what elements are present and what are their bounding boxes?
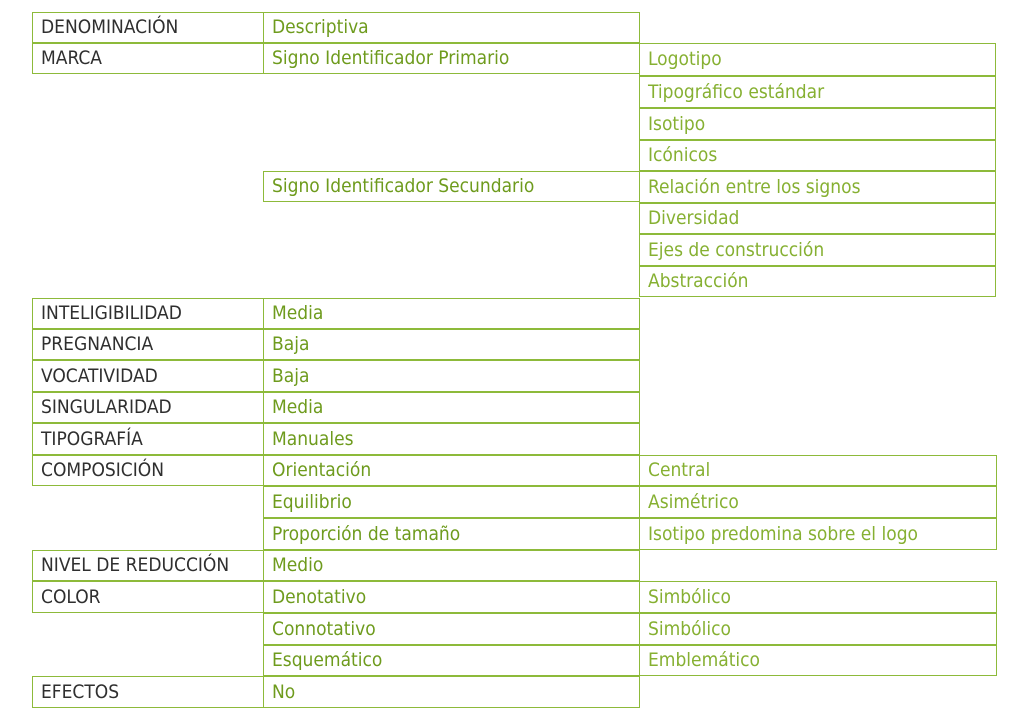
detail-abstraccion: Abstracción — [639, 266, 996, 297]
detail-relacion-entre-los-signos: Relación entre los signos — [639, 171, 996, 203]
detail-ejes-de-construccion: Ejes de construcción — [639, 234, 996, 266]
value-descriptiva: Descriptiva — [263, 12, 640, 43]
value-pregnancia: Baja — [263, 329, 640, 360]
value-nivel-de-reduccion: Medio — [263, 550, 640, 581]
value-vocatividad: Baja — [263, 360, 640, 392]
label-pregnancia: PREGNANCIA — [32, 329, 264, 360]
detail-central: Central — [639, 455, 997, 486]
label-inteligibilidad: INTELIGIBILIDAD — [32, 298, 264, 329]
detail-emblematico: Emblemático — [639, 645, 997, 676]
value-singularidad: Media — [263, 392, 640, 423]
value-tipografia: Manuales — [263, 423, 640, 455]
label-composicion: COMPOSICIÓN — [32, 455, 264, 486]
value-signo-identificador-secundario: Signo Identificador Secundario — [263, 171, 640, 202]
label-efectos: EFECTOS — [32, 676, 264, 708]
label-singularidad: SINGULARIDAD — [32, 392, 264, 423]
detail-tipografico-estandar: Tipográfico estándar — [639, 76, 996, 108]
detail-isotipo: Isotipo — [639, 108, 996, 140]
value-inteligibilidad: Media — [263, 298, 640, 329]
value-esquematico: Esquemático — [263, 645, 640, 676]
detail-iconicos: Icónicos — [639, 140, 996, 171]
label-denominacion: DENOMINACIÓN — [32, 12, 264, 43]
value-efectos: No — [263, 676, 640, 708]
detail-diversidad: Diversidad — [639, 203, 996, 234]
value-signo-identificador-primario: Signo Identificador Primario — [263, 43, 640, 74]
detail-isotipo-predomina: Isotipo predomina sobre el logo — [639, 518, 997, 550]
detail-logotipo: Logotipo — [639, 43, 996, 76]
detail-simbolico-2: Simbólico — [639, 613, 997, 645]
label-vocatividad: VOCATIVIDAD — [32, 360, 264, 392]
value-proporcion-de-tamano: Proporción de tamaño — [263, 518, 640, 550]
value-denotativo: Denotativo — [263, 581, 640, 613]
label-tipografia: TIPOGRAFÍA — [32, 423, 264, 455]
detail-asimetrico: Asimétrico — [639, 486, 997, 518]
value-connotativo: Connotativo — [263, 613, 640, 645]
detail-simbolico-1: Simbólico — [639, 581, 997, 613]
label-nivel-de-reduccion: NIVEL DE REDUCCIÓN — [32, 550, 264, 581]
value-equilibrio: Equilibrio — [263, 486, 640, 518]
label-color: COLOR — [32, 581, 264, 613]
label-marca: MARCA — [32, 43, 264, 74]
value-orientacion: Orientación — [263, 455, 640, 486]
